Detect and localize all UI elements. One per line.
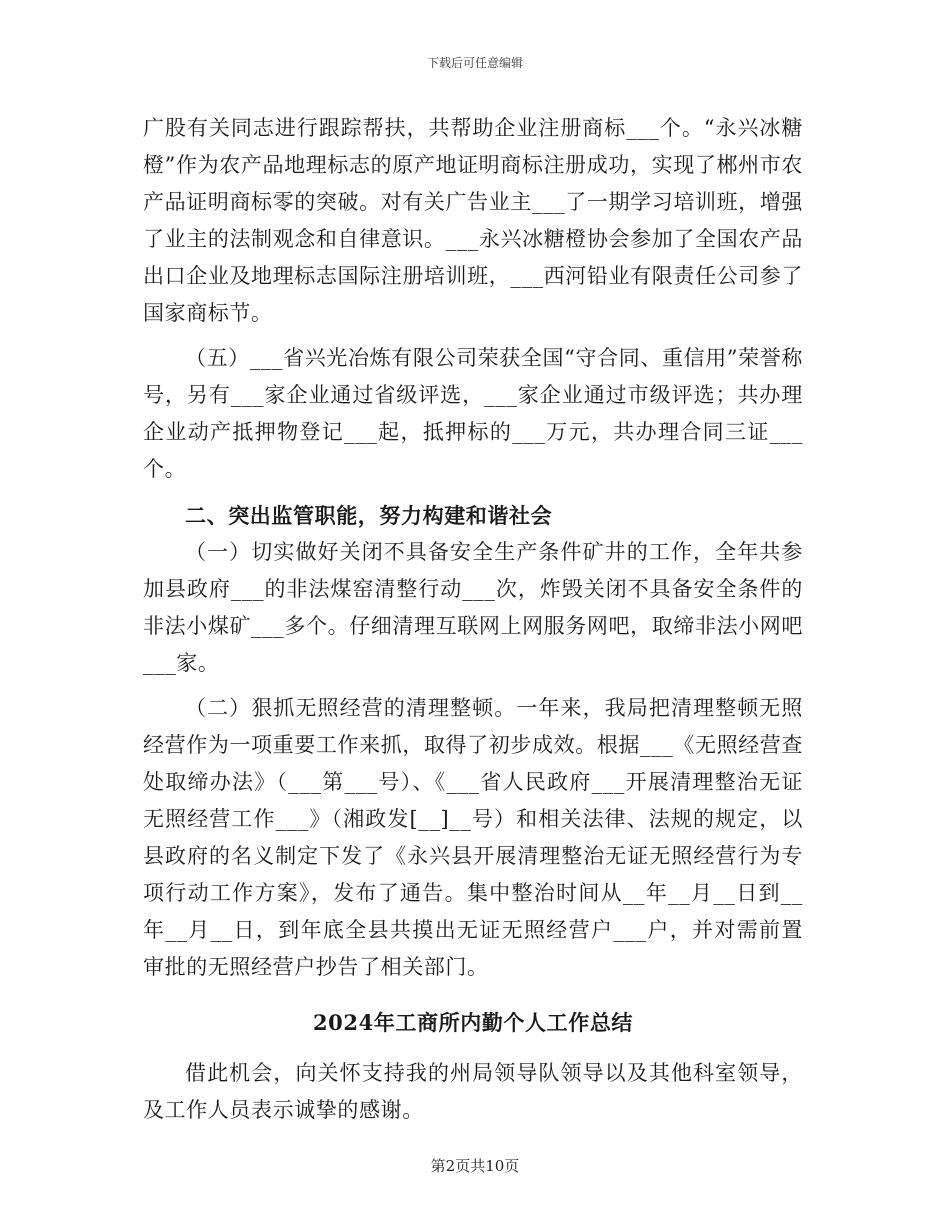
paragraph-unlicensed-business: （二）狠抓无照经营的清理整顿。一年来，我局把清理整顿无照经营作为一项重要工作来抓，取得了初步成效。根据___《无照经营查处取缔办法》（___第___号）、《___省人民政府___开展清理整治无证无照经营工作___》（湘政发[__]__号）和相关法律、法规的规定，以县政府的名义制定下发了《永兴县开展清理整治无证无照经营行为专项行动工作方案》，发布了通告。集中整治时间从__年__月__日到__年__月__日，到年底全县共摸出无证无照经营户___户，并对需前置审批的无照经营户抄告了相关部门。 bbox=[143, 696, 803, 979]
page-number: 第2页共10页 bbox=[430, 1157, 520, 1175]
paragraph-trademark-registration: 广股有关同志进行跟踪帮扶，共帮助企业注册商标___个。“永兴冰糖橙”作为农产品地理标志的原产地证明商标注册成功，实现了郴州市农产品证明商标零的突破。对有关广告业主___了一期学习培训班，增强了业主的法制观念和自律意识。___永兴冰糖橙协会参加了全国农产品出口企业及地理标志国际注册培训班，___西河铅业有限责任公司参了国家商标节。 bbox=[143, 116, 803, 325]
page-header-note: 下载后可任意编辑 bbox=[426, 56, 523, 70]
document-body bbox=[143, 110, 803, 1129]
document-title: 2024年工商所内勤个人工作总结 bbox=[312, 1010, 634, 1035]
paragraph-mine-closure: （一）切实做好关闭不具备安全生产条件矿井的工作，全年共参加县政府___的非法煤窑清整行动___次，炸毁关闭不具备安全条件的非法小煤矿___多个。仔细清理互联网上网服务网吧，取缔非法小网吧___家。 bbox=[143, 540, 803, 675]
paragraph-thanks: 借此机会，向关怀支持我的州局领导队领导以及其他科室领导，及工作人员表示诚挚的感谢。 bbox=[143, 1061, 803, 1122]
section-heading-supervision: 二、突出监管职能，努力构建和谐社会 bbox=[185, 503, 553, 528]
paragraph-contract-credit: （五）___省兴光冶炼有限公司荣获全国“守合同、重信用”荣誉称号，另有___家企业通过省级评选，___家企业通过市级评选；共办理企业动产抵押物登记___起，抵押标的___万元，共办理合同三证___个。 bbox=[143, 346, 803, 481]
